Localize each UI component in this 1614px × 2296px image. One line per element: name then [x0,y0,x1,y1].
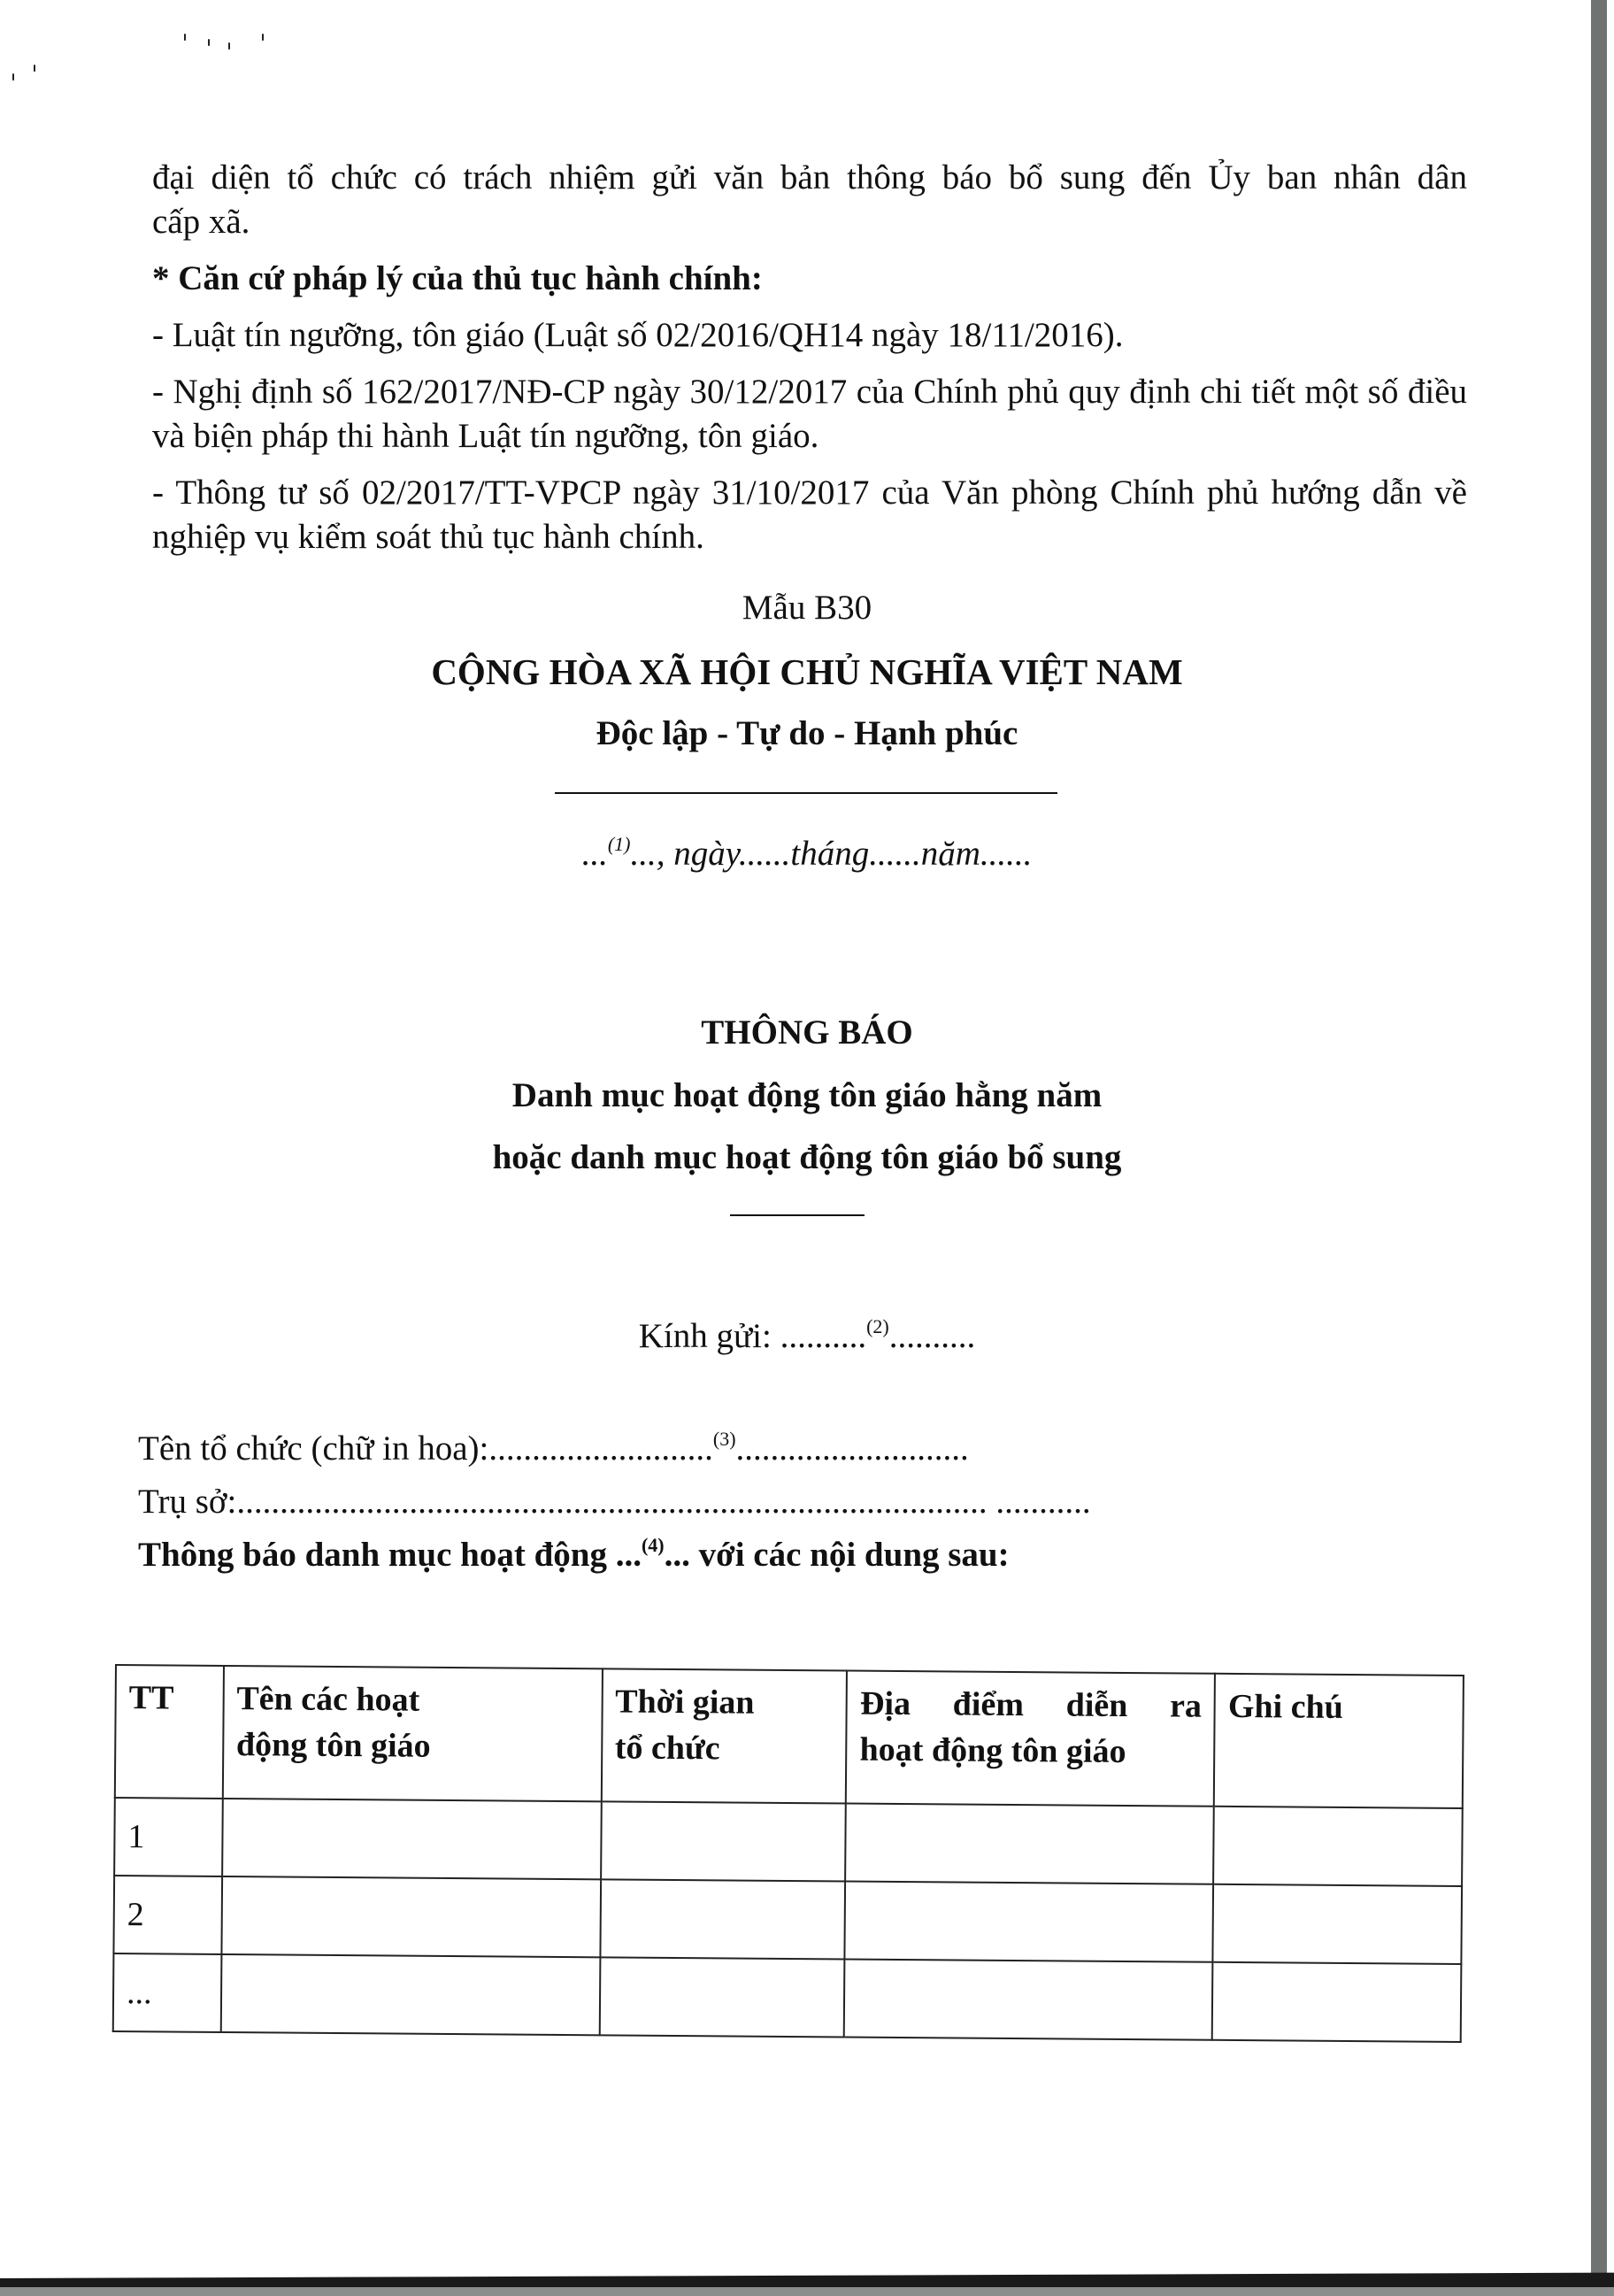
org-name-line [138,1427,1465,1471]
announcement-suffix: ... với các nội dung sau: [664,1536,1010,1574]
scan-speck [262,34,264,41]
motto-underline [555,792,1057,794]
legal-item: - Thông tư số 02/2017/TT-VPCP ngày 31/10/2017 của Văn phòng Chính phủ hướng dẫn về nghiệp vụ kiểm soát thủ tục hành chính. [152,474,1467,556]
cell-location[interactable] [845,1881,1214,1961]
cell-note[interactable] [1213,1807,1462,1886]
date-line [0,832,1614,876]
scan-speck [228,42,230,50]
cell-note[interactable] [1213,1884,1462,1964]
cell-time[interactable] [600,1879,846,1959]
cell-location[interactable] [845,1803,1214,1884]
national-motto: Độc lập - Tự do - Hạnh phúc [596,714,1018,752]
cell-location[interactable] [844,1959,1213,2039]
cell-note[interactable] [1212,1962,1461,2042]
header-location-line-2: hoạt động tôn giáo [859,1730,1126,1770]
header-activity-name-line-2: động tôn giáo [235,1726,431,1765]
header-time-line-2: tổ chức [614,1729,720,1768]
footnote-ref-1: (1) [607,833,631,855]
header-location [846,1670,1215,1806]
document-subtitle-line-2: hoặc danh mục hoạt động tôn giáo bổ sung [492,1138,1122,1176]
legal-item: - Nghị định số 162/2017/NĐ-CP ngày 30/12/2017 của Chính phủ quy định chi tiết một số điều và biện pháp thi hành Luật tín ngưỡng, tôn giáo. [152,373,1467,455]
org-name-label: Tên tổ chức (chữ in hoa):.......................... [138,1429,713,1468]
cell-tt: 2 [113,1876,221,1954]
cell-activity-name[interactable] [222,1799,601,1879]
cell-tt: ... [113,1953,221,2032]
header-activity-name [223,1666,603,1801]
table-header-row [115,1665,1464,1808]
legal-item: - Luật tín ngưỡng, tôn giáo (Luật số 02/2016/QH14 ngày 18/11/2016). [152,316,1124,354]
recipient-label: Kính gửi: .......... [638,1317,867,1355]
announcement-line [138,1533,1465,1577]
intro-section [152,156,1467,559]
headquarters-line: Trụ sở:....................................................................................... ........... [138,1483,1091,1521]
table-row [113,1876,1462,1964]
form-code: Mẫu B30 [742,589,872,627]
header-note: Ghi chú [1214,1674,1464,1808]
cell-time[interactable] [601,1801,847,1881]
header-tt: TT [115,1665,224,1799]
header-activity-name-line-1: Tên các hoạt [236,1680,420,1719]
header-location-line-1: Địa điểm diễn ra [859,1684,1203,1725]
scan-speck [12,73,14,81]
activities-table [112,1664,1464,2043]
org-fields [138,1427,1465,1577]
table-row [114,1798,1463,1886]
cell-time[interactable] [599,1957,845,2037]
footnote-ref-2: (2) [866,1315,889,1337]
table-row [113,1953,1462,2042]
document-title: THÔNG BÁO [701,1013,913,1052]
date-rest: ..., ngày......tháng......năm...... [630,835,1033,873]
scan-speck [184,34,186,41]
footnote-ref-3: (3) [712,1428,736,1450]
recipient-line [0,1314,1614,1359]
national-title: CỘNG HÒA XÃ HỘI CHỦ NGHĨA VIỆT NAM [431,651,1183,692]
cell-tt: 1 [114,1798,222,1876]
scan-speck [208,39,210,46]
continuation-line-2: cấp xã. [152,203,250,241]
footnote-ref-4: (4) [641,1534,665,1556]
date-prefix: ... [581,835,608,873]
legal-basis-heading: * Căn cứ pháp lý của thủ tục hành chính: [152,259,763,297]
org-name-tail: ........................... [735,1429,969,1468]
header-time [601,1668,847,1803]
scan-speck [34,65,35,72]
scan-edge-bottom-shadow [0,2287,1614,2296]
cell-activity-name[interactable] [220,1954,599,2035]
header-time-line-1: Thời gian [615,1683,755,1722]
recipient-tail: .......... [888,1317,976,1355]
document-subtitle-line-1: Danh mục hoạt động tôn giáo hằng năm [511,1076,1103,1114]
title-underline [730,1214,865,1216]
announcement-prefix: Thông báo danh mục hoạt động ... [138,1536,642,1574]
continuation-line-1: đại diện tổ chức có trách nhiệm gửi văn bản thông báo bổ sung đến Ủy ban nhân dân [152,158,1467,196]
cell-activity-name[interactable] [221,1876,600,1957]
